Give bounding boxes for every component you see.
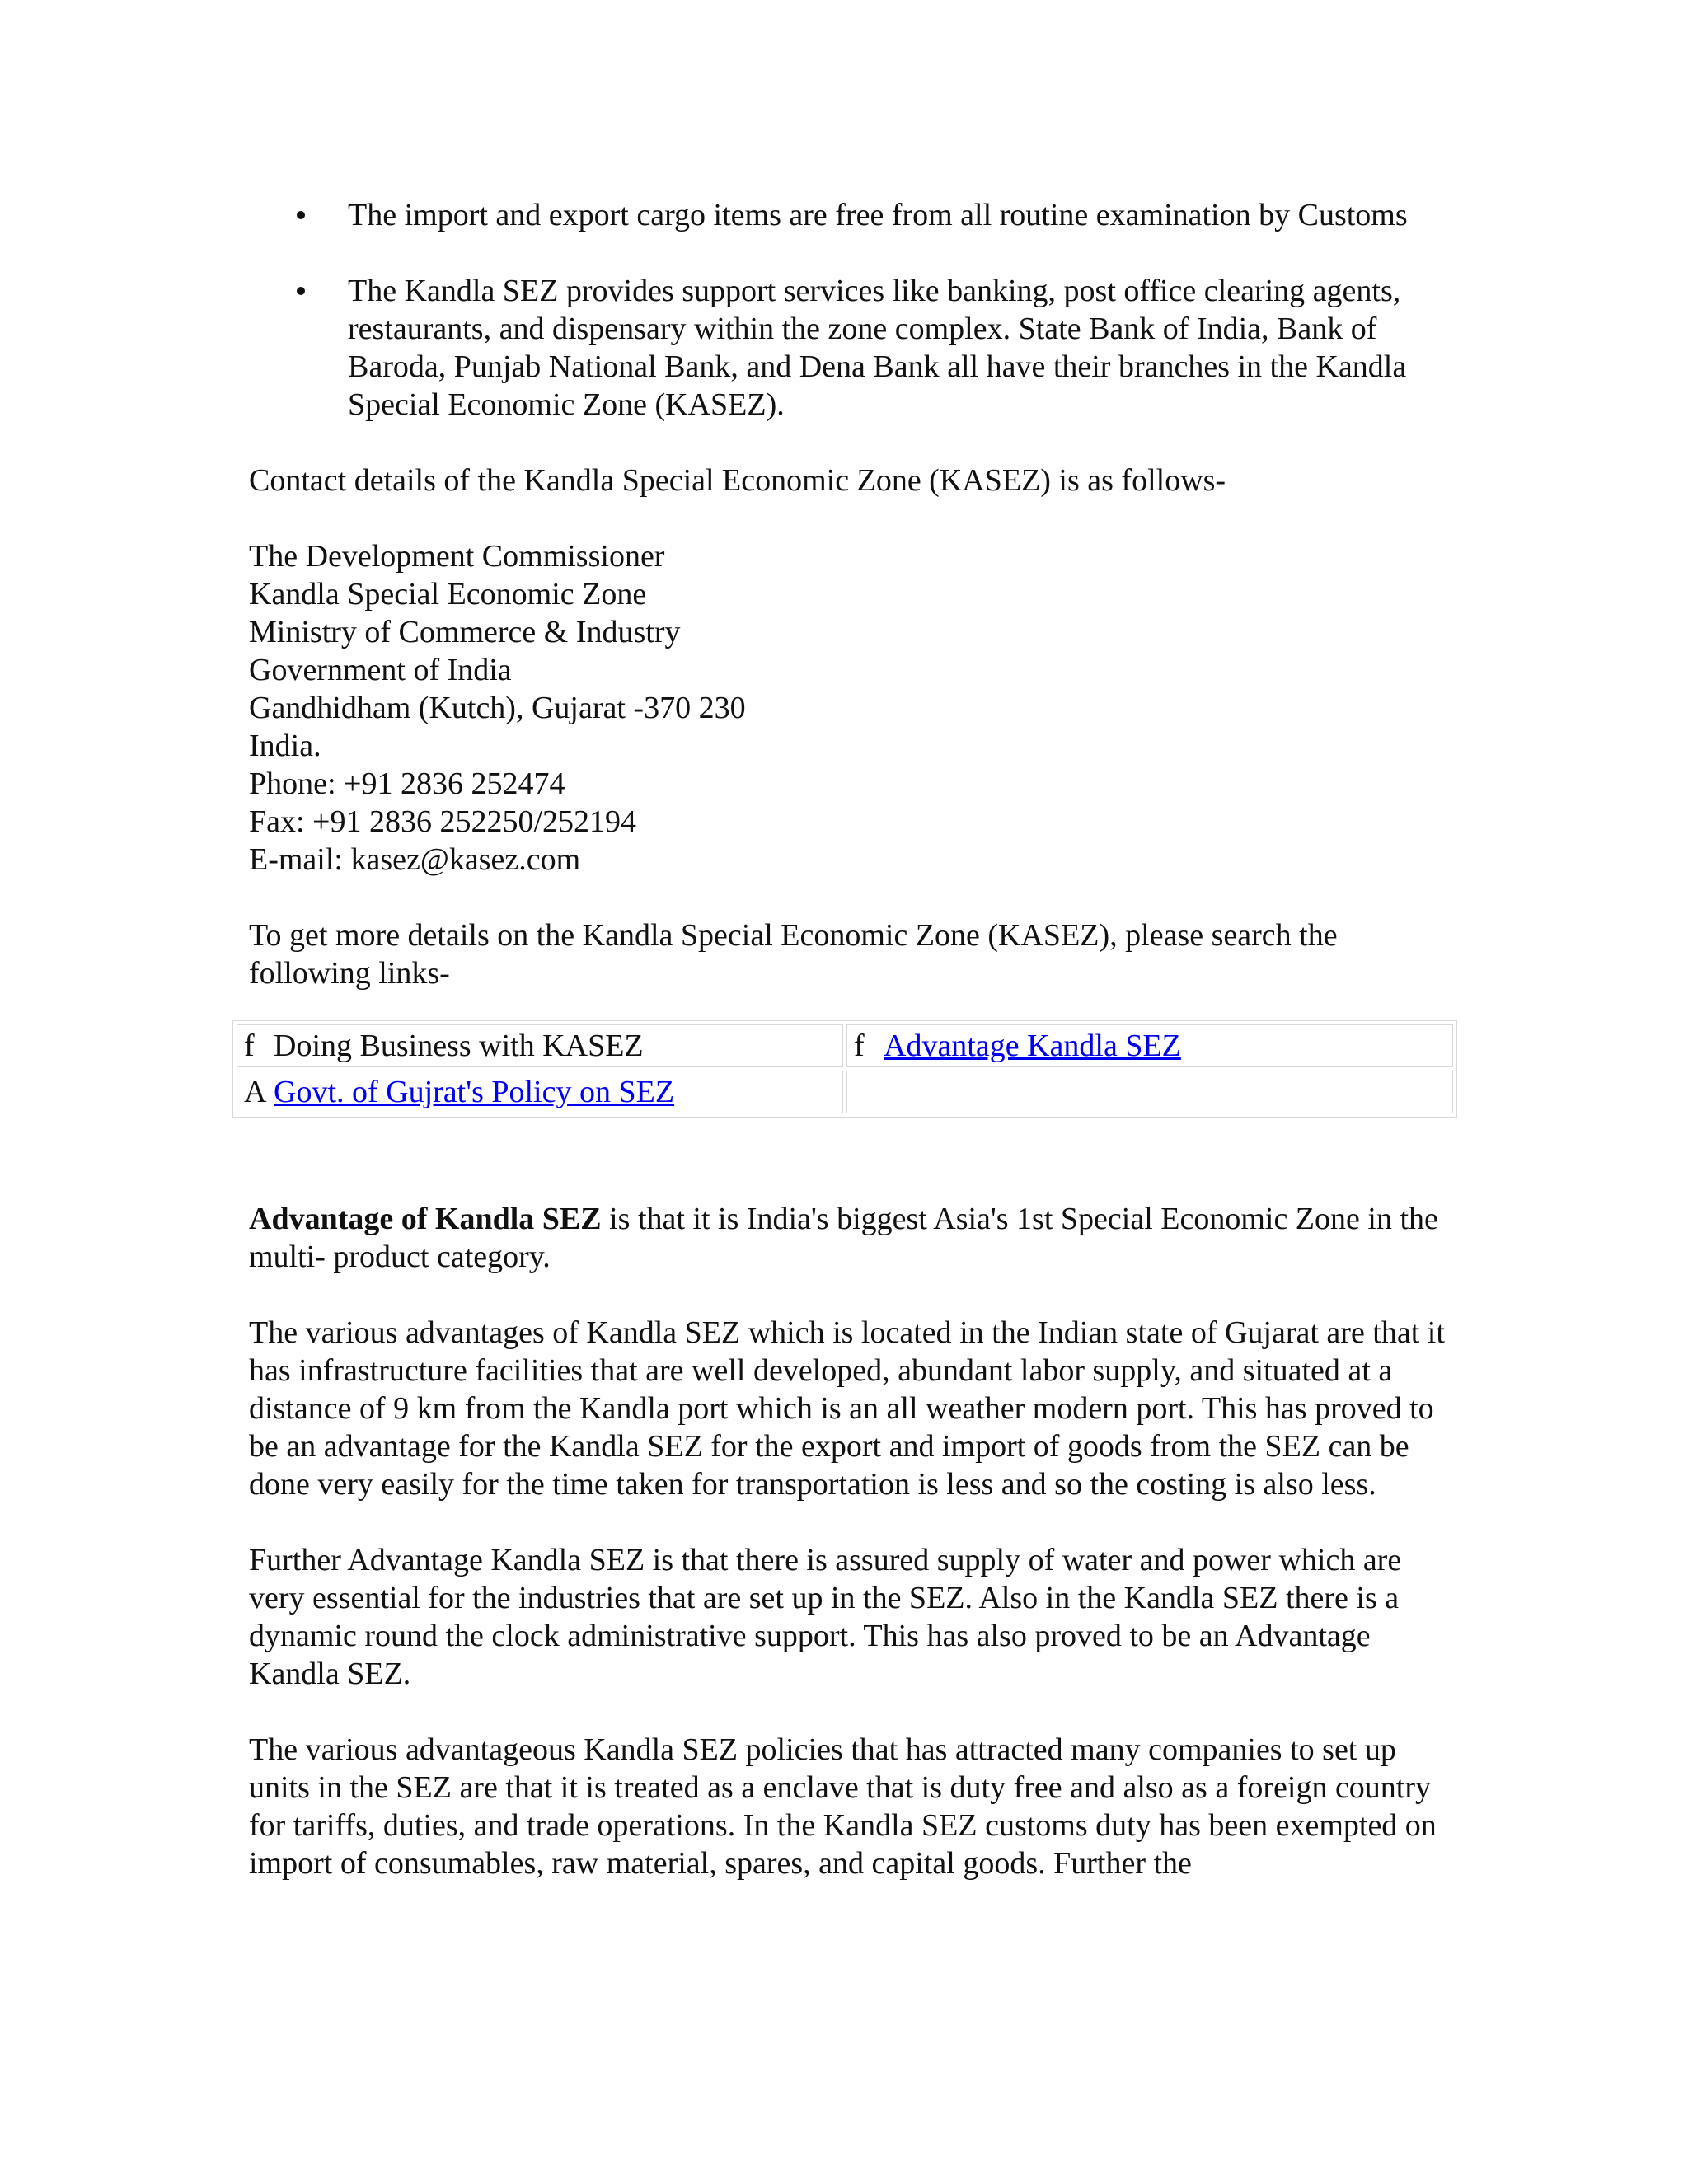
advantage-rest: is that it is India's biggest Asia's 1st Special Economic Zone in the multi- product category.: [249, 1202, 1438, 1274]
body-paragraph: Further Advantage Kandla SEZ is that there is assured supply of water and power which are very essential for the industries that are set up in the SEZ. Also in the Kandla SEZ there is a dynamic round the clock administrative support. This has also proved to be an Advantage Kandla SEZ.: [249, 1543, 1402, 1691]
address-line: Gandhidham (Kutch), Gujarat -370 230: [249, 691, 746, 725]
fax-number: Fax: +91 2836 252250/252194: [249, 804, 637, 839]
table-cell-empty: [846, 1071, 1453, 1113]
advantage-bold-lead: Advantage of Kandla SEZ: [249, 1202, 602, 1236]
address-line: India.: [249, 729, 321, 763]
phone-number: Phone: +91 2836 252474: [249, 766, 565, 801]
bullet-glyph: f: [854, 1029, 865, 1063]
address-line: Kandla Special Economic Zone: [249, 577, 647, 612]
advantage-kandla-sez-link[interactable]: Advantage Kandla SEZ: [884, 1029, 1181, 1063]
table-row: [237, 1071, 1453, 1113]
document-body: [244, 196, 1452, 1920]
address-line: Government of India: [249, 653, 512, 687]
bullet-icon: [297, 287, 305, 295]
bullet-icon: [297, 211, 305, 219]
contact-intro: Contact details of the Kandla Special Economic Zone (KASEZ) is as follows-: [249, 463, 1226, 498]
gujarat-policy-link[interactable]: Govt. of Gujrat's Policy on SEZ: [274, 1075, 675, 1109]
body-paragraph: The various advantages of Kandla SEZ which is located in the Indian state of Gujarat are that it has infrastructure facilities that are well developed, abundant labor supply, and situated at a distance of 9 km from the Kandla port which is an all weather modern port. This has proved to be an advantage for the Kandla SEZ for the export and import of goods from the SEZ can be done very easily for the time taken for transportation is less and so the costing is also less.: [249, 1315, 1445, 1502]
doing-business-text: Doing Business with KASEZ: [274, 1029, 644, 1063]
list-item: [249, 196, 1452, 234]
table-cell: [237, 1071, 843, 1113]
body-paragraph: The various advantageous Kandla SEZ policies that has attracted many companies to set up units in the SEZ are that it is treated as a enclave that is duty free and also as a foreign country for tariffs, duties, and trade operations. In the Kandla SEZ customs duty has been exempted on import of consumables, raw material, spares, and capital goods. Further the: [249, 1732, 1437, 1881]
contact-address: [249, 537, 1452, 879]
bullet-glyph: A: [244, 1075, 267, 1109]
address-line: The Development Commissioner: [249, 539, 665, 574]
list-item: [249, 272, 1452, 424]
table-row: [237, 1024, 1453, 1067]
related-links-table: [232, 1020, 1457, 1118]
bullet-glyph: f: [244, 1029, 255, 1063]
links-intro: To get more details on the Kandla Special Economic Zone (KASEZ), please search the following links-: [249, 918, 1338, 991]
email-address: E-mail: kasez@kasez.com: [249, 842, 581, 877]
address-line: Ministry of Commerce & Industry: [249, 615, 681, 649]
list-item-text: The import and export cargo items are free from all routine examination by Customs: [348, 198, 1408, 232]
table-cell: [846, 1024, 1453, 1067]
benefits-list: [249, 196, 1452, 424]
table-cell: [237, 1024, 843, 1067]
advantage-paragraph: [249, 1200, 1452, 1276]
list-item-text: The Kandla SEZ provides support services like banking, post office clearing agents, restaurants, and dispensary within the zone complex. State Bank of India, Bank of Baroda, Punjab National Bank, and Dena Bank all have their branches in the Kandla Special Economic Zone (KASEZ).: [348, 274, 1407, 422]
